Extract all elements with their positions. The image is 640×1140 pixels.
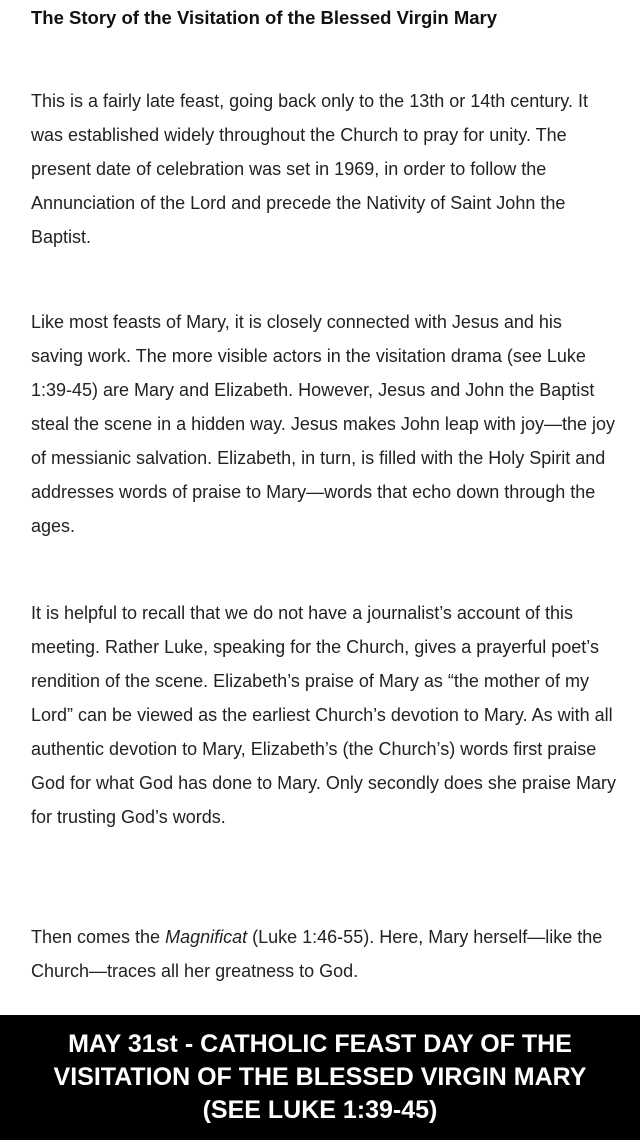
banner-line-2: VISITATION OF THE BLESSED VIRGIN MARY — [53, 1063, 587, 1091]
article-title: The Story of the Visitation of the Blessed Virgin Mary — [31, 7, 498, 28]
caption-banner — [0, 1015, 640, 1140]
paragraph-actors: Like most feasts of Mary, it is closely connected with Jesus and his saving work. The more visible actors in the visitation drama (see Luke 1:39-45) are Mary and Elizabeth. However, Jesus and John the Baptist steal the scene in a hidden way. Jesus makes John leap with joy—the joy of messianic salvation. Elizabeth, in turn, is filled with the Holy Spirit and addresses words of praise to Mary—words that echo down through the ages. — [31, 312, 615, 536]
paragraph-magnificat-lead: Then comes the — [31, 927, 166, 947]
banner-line-3: (SEE LUKE 1:39-45) — [202, 1096, 438, 1124]
paragraph-account: It is helpful to recall that we do not have a journalist’s account of this meeting. Rather Luke, speaking for the Church, gives a prayerful poet’s rendition of the scene. Elizabeth’s praise of Mary as “the mother of my Lord” can be viewed as the earliest Church’s devotion to Mary. As with all authentic devotion to Mary, Elizabeth’s (the Church’s) words first praise God for what God has done to Mary. Only secondly does she praise Mary for trusting God’s words. — [31, 603, 616, 827]
paragraph-magnificat — [31, 920, 616, 988]
magnificat-emphasis: Magnificat — [165, 927, 248, 947]
paragraph-magnificat-rest: (Luke 1:46-55). Here, Mary herself—like the Church—traces all her greatness to God. — [31, 927, 603, 981]
banner-line-1: MAY 31st - CATHOLIC FEAST DAY OF THE — [68, 1030, 572, 1058]
paragraph-history: This is a fairly late feast, going back only to the 13th or 14th century. It was established widely throughout the Church to pray for unity. The present date of celebration was set in 1969, in order to follow the Annunciation of the Lord and precede the Nativity of Saint John the Baptist. — [31, 91, 588, 247]
banner-text — [10, 1028, 630, 1127]
